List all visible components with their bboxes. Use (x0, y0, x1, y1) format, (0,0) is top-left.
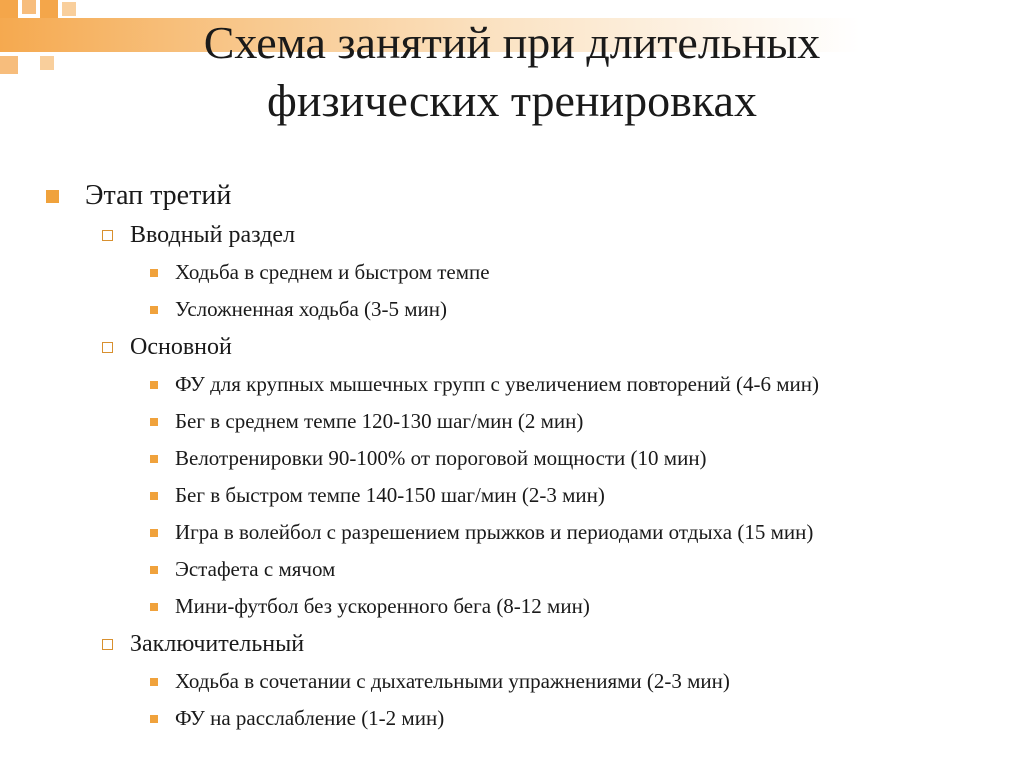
section-label: Вводный раздел (130, 221, 296, 248)
hollow-square-bullet-icon (102, 342, 113, 353)
section-label: Основной (130, 333, 232, 360)
list-item-text: Игра в волейбол с разрешением прыжков и периодами отдыха (15 мин) (175, 520, 814, 544)
corner-square-2 (22, 0, 36, 14)
list-item-text: Бег в быстром темпе 140-150 шаг/мин (2-3 мин) (175, 483, 605, 507)
list-item (150, 254, 1006, 291)
list-item-text: Велотренировки 90-100% от пороговой мощности (10 мин) (175, 446, 707, 470)
small-square-bullet-icon (150, 381, 158, 389)
small-square-bullet-icon (150, 492, 158, 500)
list-item (150, 477, 1006, 514)
slide-title (0, 14, 1024, 130)
list-item (150, 440, 1006, 477)
small-square-bullet-icon (150, 715, 158, 723)
list-item-text: ФУ на расслабление (1-2 мин) (175, 706, 445, 730)
small-square-bullet-icon (150, 455, 158, 463)
square-bullet-icon (46, 190, 59, 203)
section-final (102, 625, 1006, 663)
list-item (150, 291, 1006, 328)
section-intro (102, 216, 1006, 254)
small-square-bullet-icon (150, 418, 158, 426)
list-item (150, 366, 1006, 403)
slide-body (46, 176, 1006, 737)
stage-label: Этап третий (85, 180, 232, 211)
section-main (102, 328, 1006, 366)
list-item-text: Мини-футбол без ускоренного бега (8-12 мин) (175, 594, 590, 618)
small-square-bullet-icon (150, 678, 158, 686)
small-square-bullet-icon (150, 529, 158, 537)
list-item (150, 588, 1006, 625)
title-line-1: Схема занятий при длительных (203, 17, 821, 68)
small-square-bullet-icon (150, 603, 158, 611)
list-item (150, 403, 1006, 440)
hollow-square-bullet-icon (102, 639, 113, 650)
section-label: Заключительный (130, 630, 305, 657)
list-item-text: ФУ для крупных мышечных групп с увеличением повторений (4-6 мин) (175, 372, 819, 396)
list-item (150, 514, 1006, 551)
list-item (150, 551, 1006, 588)
small-square-bullet-icon (150, 306, 158, 314)
list-item (150, 700, 1006, 737)
list-item-text: Ходьба в среднем и быстром темпе (175, 260, 490, 284)
list-item (150, 663, 1006, 700)
list-item-text: Эстафета с мячом (175, 557, 336, 581)
stage-item (46, 176, 1006, 216)
list-item-text: Усложненная ходьба (3-5 мин) (175, 297, 448, 321)
title-line-2: физических тренировках (267, 75, 757, 126)
small-square-bullet-icon (150, 269, 158, 277)
small-square-bullet-icon (150, 566, 158, 574)
hollow-square-bullet-icon (102, 230, 113, 241)
list-item-text: Бег в среднем темпе 120-130 шаг/мин (2 мин) (175, 409, 584, 433)
list-item-text: Ходьба в сочетании с дыхательными упражнениями (2-3 мин) (175, 669, 730, 693)
